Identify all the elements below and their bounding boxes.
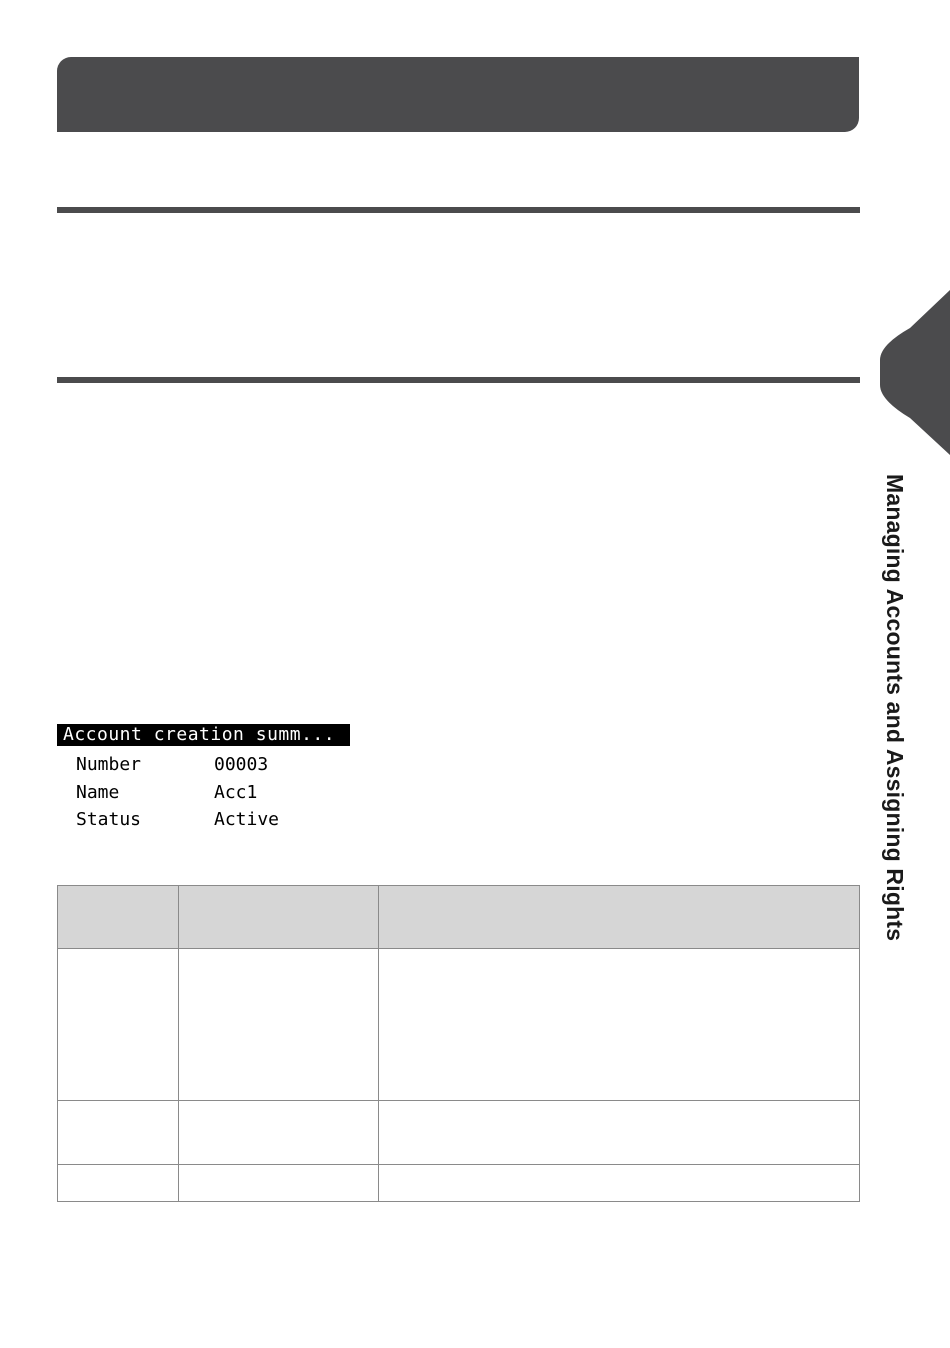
header-banner (57, 57, 859, 132)
lcd-screen (57, 724, 350, 842)
section-divider (57, 377, 860, 383)
info-table (57, 885, 860, 1202)
table-cell (58, 1165, 179, 1202)
screen-row-value: Acc1 (214, 782, 258, 803)
table-cell (178, 949, 379, 1101)
table-cell (178, 1165, 379, 1202)
table-header-cell (58, 886, 179, 949)
table-row (58, 1101, 860, 1165)
table-cell (379, 1165, 860, 1202)
screen-row-value: Active (214, 809, 280, 830)
table-cell (58, 949, 179, 1101)
table-cell (379, 949, 860, 1101)
section-divider (57, 207, 860, 213)
screen-row-number (76, 752, 268, 778)
screen-row-name (76, 780, 257, 806)
table-cell (178, 1101, 379, 1165)
table-cell (379, 1101, 860, 1165)
screen-row-status (76, 807, 279, 833)
screen-row-label: Status (76, 809, 142, 830)
screen-row-label: Name (76, 782, 120, 803)
chapter-title: Managing Accounts and Assigning Rights (882, 474, 908, 942)
table-header-row (58, 886, 860, 949)
table-row (58, 949, 860, 1101)
table-header-cell (178, 886, 379, 949)
table-row (58, 1165, 860, 1202)
screen-row-value: 00003 (214, 754, 269, 775)
chapter-tab-marker (880, 290, 950, 455)
screen-row-label: Number (76, 754, 142, 775)
screen-title: Account creation summ... (57, 724, 350, 746)
table-cell (58, 1101, 179, 1165)
table-header-cell (379, 886, 860, 949)
